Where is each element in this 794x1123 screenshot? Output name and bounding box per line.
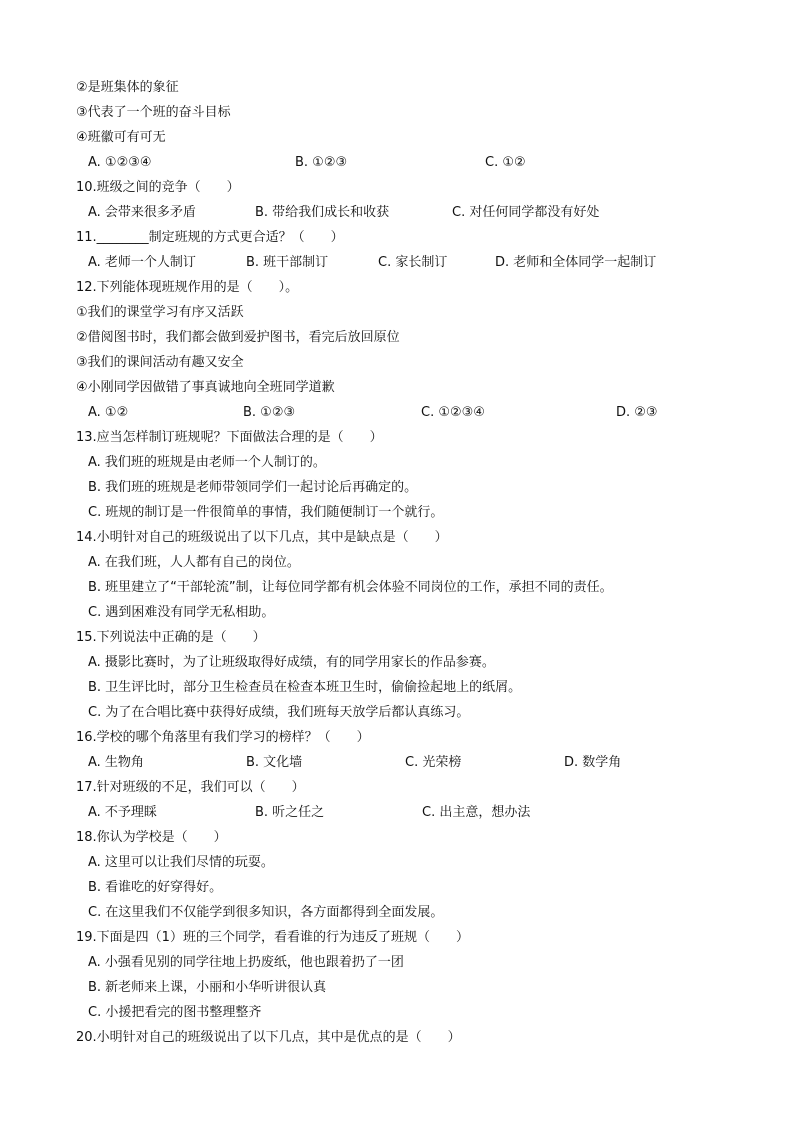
question-10: 10.班级之间的竞争（ ） <box>76 180 240 195</box>
q9-option-c: C. ①② <box>485 155 526 170</box>
q16-option-c: C. 光荣榜 <box>405 755 462 770</box>
q14-option-a: A. 在我们班，人人都有自己的岗位。 <box>88 555 300 570</box>
q17-option-b: B. 听之任之 <box>255 805 325 820</box>
question-20: 20.小明针对自己的班级说出了以下几点，其中是优点的是（ ） <box>76 1030 461 1045</box>
question-12: 12.下列能体现班规作用的是（ ）。 <box>76 280 299 295</box>
q15-option-a: A. 摄影比赛时，为了让班级取得好成绩，有的同学用家长的作品参赛。 <box>88 655 495 670</box>
q11-option-a: A. 老师一个人制订 <box>88 255 196 270</box>
q9-option-a: A. ①②③④ <box>88 155 152 170</box>
question-18: 18.你认为学校是（ ） <box>76 830 227 845</box>
q12-statement-3: ③我们的课间活动有趣又安全 <box>76 355 244 370</box>
q13-option-a: A. 我们班的班规是由老师一个人制订的。 <box>88 455 326 470</box>
question-13: 13.应当怎样制订班规呢？下面做法合理的是（ ） <box>76 430 383 445</box>
q11-option-d: D. 老师和全体同学一起制订 <box>495 255 657 270</box>
q10-option-c: C. 对任何同学都没有好处 <box>452 205 600 220</box>
q11-option-c: C. 家长制订 <box>378 255 448 270</box>
q12-option-d: D. ②③ <box>616 405 658 420</box>
q14-option-b: B. 班里建立了“干部轮流”制，让每位同学都有机会体验不同岗位的工作，承担不同的责任。 <box>88 580 613 595</box>
statement-4: ④班徽可有可无 <box>76 130 166 145</box>
q17-option-c: C. 出主意，想办法 <box>422 805 531 820</box>
q12-option-c: C. ①②③④ <box>421 405 485 420</box>
q10-options <box>88 200 708 225</box>
q12-option-b: B. ①②③ <box>243 405 296 420</box>
q11-options <box>88 250 708 275</box>
statement-3: ③代表了一个班的奋斗目标 <box>76 105 231 120</box>
q16-option-d: D. 数学角 <box>564 755 622 770</box>
question-19: 19.下面是四（1）班的三个同学，看看谁的行为违反了班规（ ） <box>76 930 469 945</box>
q18-option-c: C. 在这里我们不仅能学到很多知识，各方面都得到全面发展。 <box>88 905 444 920</box>
question-16: 16.学校的哪个角落里有我们学习的榜样？（ ） <box>76 730 370 745</box>
q18-option-a: A. 这里可以让我们尽情的玩耍。 <box>88 855 274 870</box>
q12-statement-4: ④小刚同学因做错了事真诚地向全班同学道歉 <box>76 380 335 395</box>
q17-options <box>88 800 708 825</box>
q12-option-a: A. ①② <box>88 405 129 420</box>
q19-option-b: B. 新老师来上课，小丽和小华听讲很认真 <box>88 980 327 995</box>
q15-option-b: B. 卫生评比时，部分卫生检查员在检查本班卫生时，偷偷捡起地上的纸屑。 <box>88 680 522 695</box>
q16-option-b: B. 文化墙 <box>246 755 303 770</box>
q9-option-b: B. ①②③ <box>295 155 348 170</box>
q14-option-c: C. 遇到困难没有同学无私相助。 <box>88 605 275 620</box>
q18-option-b: B. 看谁吃的好穿得好。 <box>88 880 223 895</box>
question-17: 17.针对班级的不足，我们可以（ ） <box>76 780 305 795</box>
question-11: 11.________制定班规的方式更合适？（ ） <box>76 230 344 245</box>
q11-option-b: B. 班干部制订 <box>246 255 329 270</box>
statement-2: ②是班集体的象征 <box>76 80 179 95</box>
q9-options <box>88 150 708 175</box>
question-14: 14.小明针对自己的班级说出了以下几点，其中是缺点是（ ） <box>76 530 448 545</box>
q16-option-a: A. 生物角 <box>88 755 144 770</box>
q12-statement-2: ②借阅图书时，我们都会做到爱护图书，看完后放回原位 <box>76 330 400 345</box>
q12-options <box>88 400 708 425</box>
q15-option-c: C. 为了在合唱比赛中获得好成绩，我们班每天放学后都认真练习。 <box>88 705 470 720</box>
q10-option-b: B. 带给我们成长和收获 <box>255 205 390 220</box>
q19-option-c: C. 小援把看完的图书整理整齐 <box>88 1005 262 1020</box>
question-15: 15.下列说法中正确的是（ ） <box>76 630 266 645</box>
q19-option-a: A. 小强看见别的同学往地上扔废纸，他也跟着扔了一团 <box>88 955 404 970</box>
q17-option-a: A. 不予理睬 <box>88 805 157 820</box>
q13-option-b: B. 我们班的班规是老师带领同学们一起讨论后再确定的。 <box>88 480 418 495</box>
q10-option-a: A. 会带来很多矛盾 <box>88 205 196 220</box>
q16-options <box>88 750 708 775</box>
q13-option-c: C. 班规的制订是一件很简单的事情，我们随便制订一个就行。 <box>88 505 444 520</box>
q12-statement-1: ①我们的课堂学习有序又活跃 <box>76 305 244 320</box>
